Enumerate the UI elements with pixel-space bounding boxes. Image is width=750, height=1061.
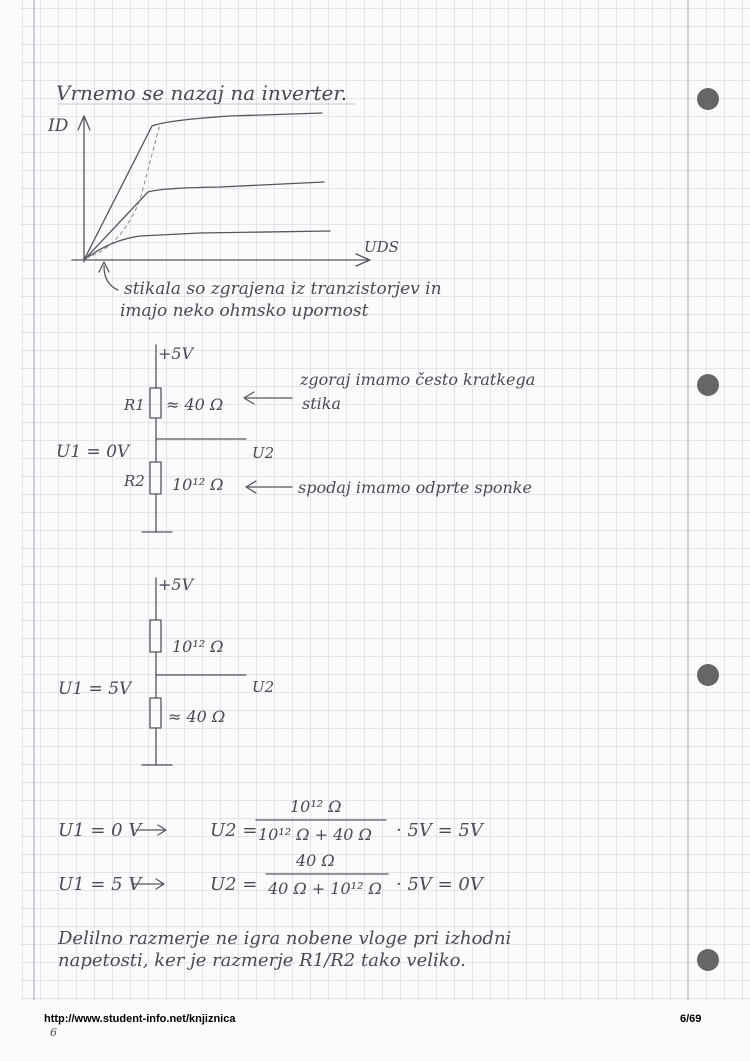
circuit1-r2-name: R2 [124,472,145,490]
circuit1-top-note-line2: stika [302,394,341,413]
circuit1-top-note-line1: zgoraj imamo često kratkega [300,370,536,389]
circuit2-input: U1 = 5V [58,679,132,699]
circuit1-bottom-note: spodaj imamo odprte sponke [298,478,532,497]
circuit1-input: U1 = 0V [56,442,130,462]
page-number: 6/69 [680,1013,702,1025]
circuit1-r1-name: R1 [124,396,145,414]
graph-note-line1: stikala so zgrajena iz tranzistorjev in [124,279,442,299]
binder-hole [697,949,719,971]
eq1-lhs: U2 = [210,820,258,841]
grid-paper [20,0,750,1000]
y-axis-label: ID [48,116,69,136]
circuit2-r-top-value: 10¹² Ω [172,637,224,656]
eq2-lhs: U2 = [210,874,258,895]
x-axis-label: UDS [364,238,399,256]
heading: Vrnemo se nazaj na inverter. [56,81,348,105]
eq2-rhs: · 5V = 0V [396,874,483,895]
eq2-input: U1 = 5 V [58,874,142,895]
corner-mark: 6 [50,1026,57,1039]
eq2-numerator: 40 Ω [296,851,335,870]
eq2-denominator: 40 Ω + 10¹² Ω [268,879,382,898]
eq1-numerator: 10¹² Ω [290,797,342,816]
circuit2-output: U2 [252,678,275,696]
circuit1-r2-value: 10¹² Ω [172,475,224,494]
circuit1-r1-value: ≈ 40 Ω [166,395,224,414]
circuit2-r-bottom-value: ≈ 40 Ω [168,707,226,726]
binder-hole [697,88,719,110]
eq1-denominator: 10¹² Ω + 40 Ω [258,825,372,844]
circuit1-supply: +5V [158,344,194,363]
conclusion-line1: Delilno razmerje ne igra nobene vloge pri izhodni [58,928,512,949]
conclusion-line2: napetosti, ker je razmerje R1/R2 tako veliko. [58,950,466,971]
binder-hole [697,374,719,396]
binder-hole [697,664,719,686]
circuit1-output: U2 [252,444,275,462]
graph-note-line2: imajo neko ohmsko upornost [120,301,369,321]
eq1-rhs: · 5V = 5V [396,820,483,841]
circuit2-supply: +5V [158,575,194,594]
footer-link[interactable]: http://www.student-info.net/knjiznica [44,1013,236,1025]
eq1-input: U1 = 0 V [58,820,142,841]
